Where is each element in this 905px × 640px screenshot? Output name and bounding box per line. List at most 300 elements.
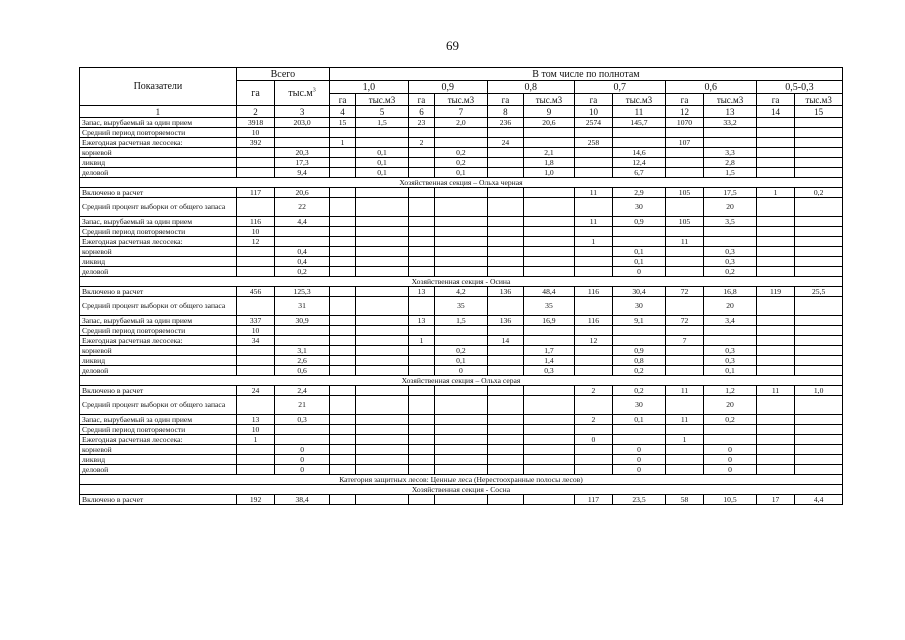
table-cell: [408, 217, 434, 227]
table-row: [80, 118, 843, 128]
table-cell: [356, 356, 409, 366]
table-cell: [795, 217, 843, 227]
table-cell: 0,1: [613, 415, 666, 425]
column-number: 11: [613, 106, 666, 118]
table-cell: [665, 128, 703, 138]
table-cell: [408, 257, 434, 267]
header-unit-m3: тыс.м3: [435, 94, 488, 106]
table-cell: [487, 346, 523, 356]
table-cell: 14,6: [613, 148, 666, 158]
table-cell: [665, 326, 703, 336]
table-cell: [356, 247, 409, 257]
table-cell: 1,5: [704, 168, 757, 178]
table-cell: 116: [574, 316, 612, 326]
table-cell: 9,4: [275, 168, 330, 178]
table-cell: [236, 158, 274, 168]
table-cell: [665, 227, 703, 237]
table-cell: 1070: [665, 118, 703, 128]
table-cell: [329, 425, 355, 435]
table-cell: 0,1: [356, 148, 409, 158]
table-cell: [408, 326, 434, 336]
column-number: 14: [756, 106, 794, 118]
table-cell: [275, 128, 330, 138]
table-cell: 11: [665, 237, 703, 247]
table-row: [80, 267, 843, 277]
table-cell: [356, 138, 409, 148]
table-row: [80, 386, 843, 396]
table-cell: [524, 188, 575, 198]
table-cell: 24: [487, 138, 523, 148]
table-cell: 0,3: [524, 366, 575, 376]
table-cell: 0: [275, 455, 330, 465]
table-cell: [487, 158, 523, 168]
table-row: [80, 435, 843, 445]
table-row: [80, 336, 843, 346]
header-unit-ha: га: [756, 94, 794, 106]
table-cell: [435, 396, 488, 415]
table-cell: [408, 247, 434, 257]
table-cell: [574, 227, 612, 237]
table-cell: 16,9: [524, 316, 575, 326]
row-label: деловой: [80, 267, 237, 277]
table-cell: [356, 326, 409, 336]
table-cell: 0,2: [704, 267, 757, 277]
table-cell: 116: [236, 217, 274, 227]
table-cell: 0,4: [275, 247, 330, 257]
table-cell: [574, 267, 612, 277]
page-number: 69: [446, 38, 459, 53]
table-cell: 38,4: [275, 495, 330, 505]
row-label: корневой: [80, 346, 237, 356]
table-cell: 10: [236, 128, 274, 138]
table-cell: [356, 455, 409, 465]
header-unit-m3: тыс.м3: [524, 94, 575, 106]
table-cell: [408, 346, 434, 356]
table-cell: [408, 356, 434, 366]
table-cell: [524, 217, 575, 227]
section-row: [80, 376, 843, 386]
table-cell: 116: [574, 287, 612, 297]
table-row: [80, 356, 843, 366]
table-cell: [756, 217, 794, 227]
table-cell: [329, 455, 355, 465]
table-cell: [574, 297, 612, 316]
header-indicator: Показатели: [80, 68, 237, 106]
table-cell: [275, 326, 330, 336]
table-cell: [574, 158, 612, 168]
table-cell: 13: [408, 287, 434, 297]
table-cell: 35: [435, 297, 488, 316]
table-cell: [435, 495, 488, 505]
table-row: [80, 148, 843, 158]
header-density: 0,5-0,3: [756, 81, 842, 94]
header-density: 0,9: [408, 81, 487, 94]
table-cell: [665, 425, 703, 435]
table-cell: [356, 316, 409, 326]
table-cell: [613, 237, 666, 247]
table-row: [80, 247, 843, 257]
table-cell: [795, 396, 843, 415]
table-cell: [356, 396, 409, 415]
column-number: 7: [435, 106, 488, 118]
table-cell: [613, 336, 666, 346]
table-cell: [756, 267, 794, 277]
table-cell: [356, 336, 409, 346]
table-cell: 20: [704, 297, 757, 316]
table-cell: 33,2: [704, 118, 757, 128]
table-cell: [756, 396, 794, 415]
row-label: ликвид: [80, 158, 237, 168]
column-number: 12: [665, 106, 703, 118]
table-cell: 0: [613, 455, 666, 465]
table-cell: 105: [665, 188, 703, 198]
table-cell: [613, 435, 666, 445]
row-label: деловой: [80, 366, 237, 376]
row-label: Средний период повторяемости: [80, 326, 237, 336]
table-cell: [524, 257, 575, 267]
table-cell: [756, 118, 794, 128]
table-cell: [356, 198, 409, 217]
table-row: [80, 128, 843, 138]
table-row: [80, 346, 843, 356]
table-cell: [704, 227, 757, 237]
table-cell: 0,1: [435, 168, 488, 178]
row-label: Средний период повторяемости: [80, 128, 237, 138]
table-cell: [236, 346, 274, 356]
header-unit-ha: га: [665, 94, 703, 106]
table-cell: 17,3: [275, 158, 330, 168]
table-cell: [704, 326, 757, 336]
table-cell: [756, 435, 794, 445]
table-cell: [665, 465, 703, 475]
table-cell: [275, 237, 330, 247]
table-cell: [356, 217, 409, 227]
table-cell: 1,0: [524, 168, 575, 178]
table-cell: 23: [408, 118, 434, 128]
table-cell: 12,4: [613, 158, 666, 168]
table-cell: 11: [574, 217, 612, 227]
table-cell: [574, 366, 612, 376]
header-total-m3-label: тыс.м: [288, 87, 313, 99]
table-cell: 0,3: [275, 415, 330, 425]
table-cell: [795, 346, 843, 356]
table-cell: [574, 326, 612, 336]
table-cell: [435, 465, 488, 475]
table-cell: 3,4: [704, 316, 757, 326]
table-cell: [756, 168, 794, 178]
table-row: [80, 445, 843, 455]
table-cell: 2,4: [275, 386, 330, 396]
table-cell: [356, 465, 409, 475]
table-cell: 0,3: [704, 346, 757, 356]
table-cell: [408, 455, 434, 465]
table-cell: [574, 247, 612, 257]
table-cell: [435, 435, 488, 445]
table-cell: [356, 425, 409, 435]
table-cell: [524, 138, 575, 148]
table-cell: [756, 198, 794, 217]
table-cell: [756, 227, 794, 237]
row-label: корневой: [80, 148, 237, 158]
row-label: Включено в расчет: [80, 495, 237, 505]
table-cell: [356, 445, 409, 455]
table-cell: [665, 396, 703, 415]
table-cell: 0,2: [704, 415, 757, 425]
table-cell: [795, 128, 843, 138]
table-cell: [435, 198, 488, 217]
table-cell: [487, 386, 523, 396]
table-cell: 16,8: [704, 287, 757, 297]
table-cell: [524, 465, 575, 475]
header-total-m3: [275, 81, 330, 106]
table-cell: 0,1: [356, 158, 409, 168]
table-cell: 0,2: [435, 346, 488, 356]
table-row: [80, 366, 843, 376]
table-row: [80, 138, 843, 148]
table-cell: [574, 356, 612, 366]
table-cell: [356, 366, 409, 376]
header-unit-m3: тыс.м3: [795, 94, 843, 106]
table-cell: 0: [613, 445, 666, 455]
table-cell: [435, 257, 488, 267]
table-cell: [487, 356, 523, 366]
table-cell: [487, 188, 523, 198]
table-cell: [756, 465, 794, 475]
table-cell: [613, 425, 666, 435]
table-cell: [756, 346, 794, 356]
table-cell: 7: [665, 336, 703, 346]
table-cell: 0: [574, 435, 612, 445]
column-number: 5: [356, 106, 409, 118]
table-cell: [524, 386, 575, 396]
table-row: [80, 198, 843, 217]
table-cell: 0: [704, 455, 757, 465]
table-cell: [524, 435, 575, 445]
table-cell: [236, 445, 274, 455]
table-cell: [356, 386, 409, 396]
table-cell: [756, 148, 794, 158]
column-number: 10: [574, 106, 612, 118]
table-cell: 12: [236, 237, 274, 247]
table-cell: [435, 227, 488, 237]
table-cell: [329, 445, 355, 455]
table-cell: [435, 138, 488, 148]
table-cell: [795, 465, 843, 475]
table-cell: 20,6: [524, 118, 575, 128]
table-row: [80, 425, 843, 435]
table-cell: [408, 227, 434, 237]
table-cell: [795, 257, 843, 267]
table-cell: [665, 158, 703, 168]
table-row: [80, 188, 843, 198]
table-cell: [329, 465, 355, 475]
row-label: деловой: [80, 168, 237, 178]
table-cell: [329, 198, 355, 217]
table-cell: [329, 346, 355, 356]
table-cell: [408, 465, 434, 475]
table-cell: [524, 227, 575, 237]
header-unit-ha: га: [408, 94, 434, 106]
table-cell: [704, 237, 757, 247]
table-cell: [408, 495, 434, 505]
table-cell: 72: [665, 316, 703, 326]
table-cell: [795, 148, 843, 158]
table-cell: [704, 128, 757, 138]
table-cell: [435, 267, 488, 277]
section-title: Хозяйственная секция – Ольха серая: [80, 376, 843, 386]
table-cell: [574, 425, 612, 435]
table-cell: [574, 257, 612, 267]
table-cell: [435, 386, 488, 396]
table-cell: 0,3: [704, 356, 757, 366]
table-cell: 2: [408, 138, 434, 148]
table-row: [80, 168, 843, 178]
table-cell: 21: [275, 396, 330, 415]
row-label: корневой: [80, 247, 237, 257]
table-cell: [665, 267, 703, 277]
header-unit-ha: га: [329, 94, 355, 106]
section-row: [80, 475, 843, 485]
column-number: 1: [80, 106, 237, 118]
table-cell: [236, 465, 274, 475]
table-row: [80, 297, 843, 316]
column-number: 15: [795, 106, 843, 118]
table-cell: 23,5: [613, 495, 666, 505]
table-cell: [487, 227, 523, 237]
table-cell: [356, 415, 409, 425]
section-title: Хозяйственная секция - Сосна: [80, 485, 843, 495]
table-cell: [356, 188, 409, 198]
table-cell: 11: [756, 386, 794, 396]
table-cell: 107: [665, 138, 703, 148]
row-label: Запас, вырубаемый за один прием: [80, 316, 237, 326]
table-cell: [795, 425, 843, 435]
table-cell: 0,2: [613, 386, 666, 396]
row-label: Ежегодная расчетная лесосека:: [80, 237, 237, 247]
table-cell: [756, 455, 794, 465]
table-cell: [795, 445, 843, 455]
table-cell: [329, 267, 355, 277]
table-cell: [524, 267, 575, 277]
table-cell: [756, 158, 794, 168]
table-cell: 6,7: [613, 168, 666, 178]
table-cell: 31: [275, 297, 330, 316]
table-cell: [329, 128, 355, 138]
column-number-row: [80, 106, 843, 118]
table-cell: [756, 237, 794, 247]
table-cell: [236, 168, 274, 178]
table-cell: [356, 435, 409, 445]
table-cell: [275, 227, 330, 237]
table-row: [80, 316, 843, 326]
table-cell: [329, 435, 355, 445]
table-cell: 22: [275, 198, 330, 217]
table-cell: [756, 415, 794, 425]
table-cell: [665, 247, 703, 257]
table-cell: [665, 198, 703, 217]
table-cell: [795, 158, 843, 168]
table-cell: 2,1: [524, 148, 575, 158]
header-unit-m3: тыс.м3: [356, 94, 409, 106]
table-cell: [329, 247, 355, 257]
table-cell: 1,8: [524, 158, 575, 168]
table-cell: 0,9: [613, 346, 666, 356]
table-cell: [574, 168, 612, 178]
row-label: Включено в расчет: [80, 287, 237, 297]
table-cell: [704, 336, 757, 346]
table-cell: [329, 415, 355, 425]
section-title: Хозяйственная секция – Ольха черная: [80, 178, 843, 188]
table-cell: [574, 455, 612, 465]
table-cell: 30: [613, 396, 666, 415]
table-cell: [795, 356, 843, 366]
table-cell: 10,5: [704, 495, 757, 505]
table-cell: [795, 168, 843, 178]
table-cell: [487, 495, 523, 505]
table-cell: [487, 247, 523, 257]
column-number: 6: [408, 106, 434, 118]
table-cell: 3,5: [704, 217, 757, 227]
table-cell: [756, 247, 794, 257]
table-cell: [329, 396, 355, 415]
table-cell: [665, 168, 703, 178]
table-cell: [665, 445, 703, 455]
table-cell: [329, 227, 355, 237]
table-cell: [524, 415, 575, 425]
section-row: [80, 178, 843, 188]
table-cell: [524, 237, 575, 247]
table-cell: [795, 198, 843, 217]
row-label: Средний процент выборки от общего запаса: [80, 396, 237, 415]
section-row: [80, 277, 843, 287]
table-cell: 9,1: [613, 316, 666, 326]
table-cell: 0: [704, 465, 757, 475]
column-number: 4: [329, 106, 355, 118]
table-cell: [329, 188, 355, 198]
table-cell: [236, 297, 274, 316]
header-unit-m3: тыс.м3: [613, 94, 666, 106]
table-cell: 0,1: [356, 168, 409, 178]
table-cell: [795, 435, 843, 445]
table-cell: 0: [704, 445, 757, 455]
table-cell: 11: [665, 415, 703, 425]
table-cell: 4,4: [795, 495, 843, 505]
header-density: 1,0: [329, 81, 408, 94]
row-label: Запас, вырубаемый за один прием: [80, 415, 237, 425]
row-label: Средний период повторяемости: [80, 227, 237, 237]
table-cell: [704, 425, 757, 435]
table-cell: 72: [665, 287, 703, 297]
table-cell: [435, 425, 488, 435]
table-cell: 2,6: [275, 356, 330, 366]
table-cell: [795, 366, 843, 376]
table-row: [80, 495, 843, 505]
table-cell: [329, 316, 355, 326]
table-cell: [356, 257, 409, 267]
table-cell: 0,2: [435, 158, 488, 168]
row-label: Средний процент выборки от общего запаса: [80, 198, 237, 217]
table-cell: [795, 316, 843, 326]
table-row: [80, 217, 843, 227]
table-cell: 117: [236, 188, 274, 198]
table-cell: [435, 217, 488, 227]
table-cell: [435, 247, 488, 257]
table-cell: [487, 425, 523, 435]
column-number: 8: [487, 106, 523, 118]
table-cell: [487, 198, 523, 217]
table-cell: [487, 366, 523, 376]
table-cell: [329, 237, 355, 247]
